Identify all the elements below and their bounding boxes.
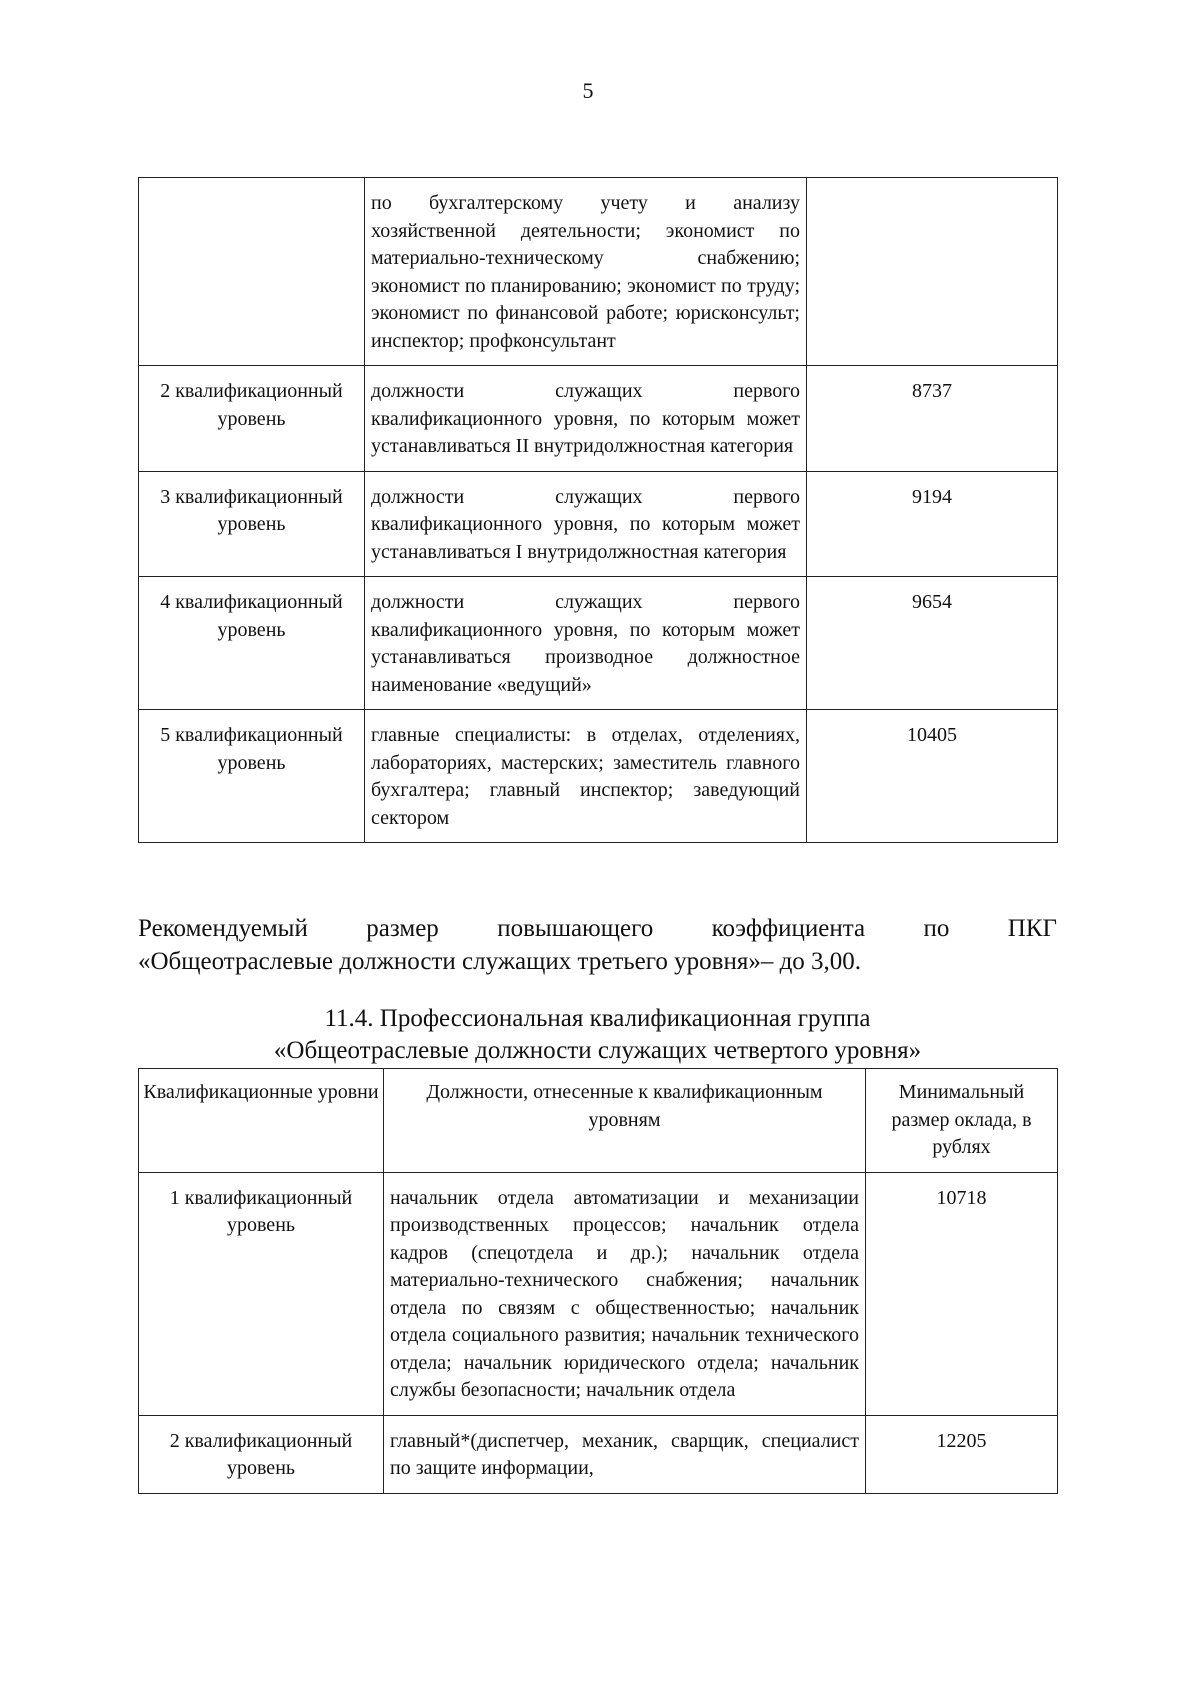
amount-cell: 9194 xyxy=(807,471,1058,577)
level-cell: 2 квалификационный уровень xyxy=(139,1415,384,1493)
recommendation-line-2: «Общеотраслевые должности служащих третьего уровня»– до 3,00. xyxy=(138,948,862,975)
table-row xyxy=(139,1172,1058,1415)
amount-cell xyxy=(807,178,1058,366)
table-row xyxy=(139,710,1058,843)
table-row xyxy=(139,1415,1058,1493)
duties-cell: главный*(диспетчер, механик, сварщик, специалист по защите информации, xyxy=(384,1415,866,1493)
table-row xyxy=(139,471,1058,577)
section-heading-line-1: 11.4. Профессиональная квалификационная группа xyxy=(324,1005,871,1032)
amount-cell: 12205 xyxy=(866,1415,1058,1493)
table-header-row xyxy=(139,1069,1058,1173)
recommendation-paragraph xyxy=(138,912,1057,978)
section-heading xyxy=(138,1003,1057,1067)
duties-cell: должности служащих первого квалификационного уровня, по которым может устанавливаться II внутридолжностная категория xyxy=(365,366,807,472)
amount-cell: 10405 xyxy=(807,710,1058,843)
level-cell: 3 квалификационный уровень xyxy=(139,471,365,577)
level-cell: 4 квалификационный уровень xyxy=(139,577,365,710)
table-row xyxy=(139,178,1058,366)
level-cell: 1 квалификационный уровень xyxy=(139,1172,384,1415)
recommendation-line-1: Рекомендуемый размер повышающего коэффициента по ПКГ xyxy=(138,915,1057,942)
amount-cell: 8737 xyxy=(807,366,1058,472)
duties-cell: начальник отдела автоматизации и механизации производственных процессов; начальник отдела кадров (спецотдела и др.); начальник отдела материально-технического снабжения; начальник отдела по связям с общественностью; начальник отдела социального развития; начальник технического отдела; начальник юридического отдела; начальник службы безопасности; начальник отдела xyxy=(384,1172,866,1415)
salary-table-fourth-level xyxy=(138,1068,1058,1494)
level-cell xyxy=(139,178,365,366)
header-duties: Должности, отнесенные к квалификационным уровням xyxy=(384,1069,866,1173)
level-cell: 5 квалификационный уровень xyxy=(139,710,365,843)
level-cell: 2 квалификационный уровень xyxy=(139,366,365,472)
duties-cell: должности служащих первого квалификационного уровня, по которым может устанавливаться производное должностное наименование «ведущий» xyxy=(365,577,807,710)
amount-cell: 10718 xyxy=(866,1172,1058,1415)
duties-cell: по бухгалтерскому учету и анализу хозяйственной деятельности; экономист по материально-техническому снабжению; экономист по планированию; экономист по труду; экономист по финансовой работе; юрисконсульт; инспектор; профконсультант xyxy=(365,178,807,366)
salary-table-third-level xyxy=(138,177,1058,843)
duties-cell: должности служащих первого квалификационного уровня, по которым может устанавливаться I внутридолжностная категория xyxy=(365,471,807,577)
page-number: 5 xyxy=(582,78,594,103)
table-row xyxy=(139,577,1058,710)
amount-cell: 9654 xyxy=(807,577,1058,710)
header-amount: Минимальный размер оклада, в рублях xyxy=(866,1069,1058,1173)
duties-cell: главные специалисты: в отделах, отделениях, лабораториях, мастерских; заместитель главного бухгалтера; главный инспектор; заведующий сектором xyxy=(365,710,807,843)
section-heading-line-2: «Общеотраслевые должности служащих четвертого уровня» xyxy=(273,1037,922,1064)
header-level: Квалификационные уровни xyxy=(139,1069,384,1173)
table-row xyxy=(139,366,1058,472)
